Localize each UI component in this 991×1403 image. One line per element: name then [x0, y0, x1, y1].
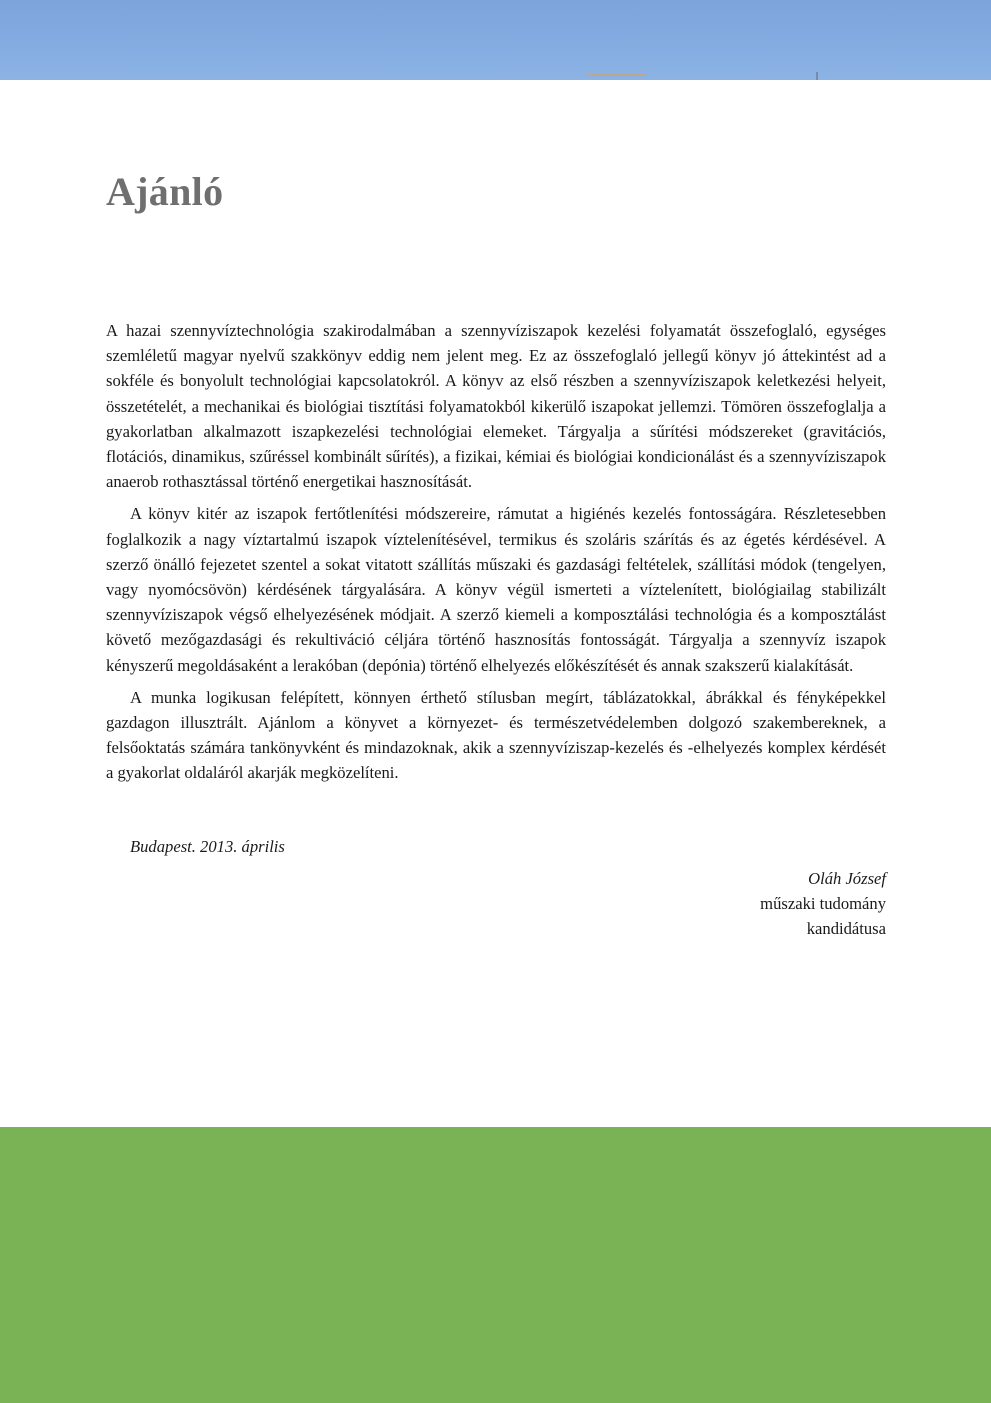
author-title-line-2: kandidátusa — [806, 919, 886, 938]
page-title: Ajánló — [106, 169, 224, 214]
place-date: Budapest. 2013. április — [130, 837, 285, 856]
mast-silhouette — [816, 72, 818, 80]
paragraph-3: A munka logikusan felépített, könnyen érthető stílusban megírt, táblázatokkal, ábrákkal és fényképekkel gazdagon illusztrált. Ajánlom a könyvet a környezet- és természetvédelemben dolgozó szakembereknek, a felsőoktatás számára tankönyvként és mindazoknak, akik a szennyvíziszap-kezelés és -elhelyezés komplex kérdését a gyakorlat oldaláról akarják megközelíteni. — [106, 687, 886, 783]
paragraph-1: A hazai szennyvíztechnológia szakirodalmában a szennyvíziszapok kezelési folyamatát összefoglaló, egységes szemléletű magyar nyelvű szakkönyv eddig nem jelent meg. Ez az összefoglaló jellegű könyv jó áttekintést ad a sokféle és bonyolult technológiai kapcsolatokról. A könyv az első részben a szennyvíziszapok keletkezési helyeit, összetételét, a mechanikai és biológiai tisztítási folyamatokból kikerülő iszapokat jellemzi. Tömören összefoglalja a gyakorlatban alkalmazott iszapkezelési technológiai elemeket. Tárgyalja a sűrítési módszereket (gravitációs, flotációs, dinamikus, szűréssel kombinált sűrítés), a fizikai, kémiai és biológiai kondicionálást és a szennyvíziszapok anaerob rothasztással történő energetikai hasznosítását. — [106, 321, 886, 492]
body-text — [106, 318, 886, 793]
author-title-line-1: műszaki tudomány — [760, 894, 886, 913]
author-name: Oláh József — [808, 869, 886, 888]
crane-silhouette — [588, 74, 646, 76]
sky-photo-band — [0, 0, 991, 80]
signature-block — [760, 866, 886, 941]
green-footer-band — [0, 1127, 991, 1403]
paragraph-2: A könyv kitér az iszapok fertőtlenítési módszereire, rámutat a higiénés kezelés fontosságára. Részletesebben foglalkozik a nagy víztartalmú iszapok víztelenítésével, termikus és szoláris szárítás és az égetés kérdésével. A szerző önálló fejezetet szentel a sokat vitatott szállítás műszaki és gazdasági feltételek, szállítási módok (tengelyen, vagy nyomócsövön) kérdésének tárgyalására. A könyv végül ismerteti a víztelenített, biológiailag stabilizált szennyvíziszapok végső elhelyezésének módjait. A szerző kiemeli a komposztálási technológia és a komposztálást követő mezőgazdasági és rekultiváció céljára történő hasznosítás fontosságát. Tárgyalja a szennyvíz iszapok kényszerű megoldásaként a lerakóban (depónia) történő elhelyezés előkészítését és annak szakszerű kialakítását. — [106, 504, 886, 675]
